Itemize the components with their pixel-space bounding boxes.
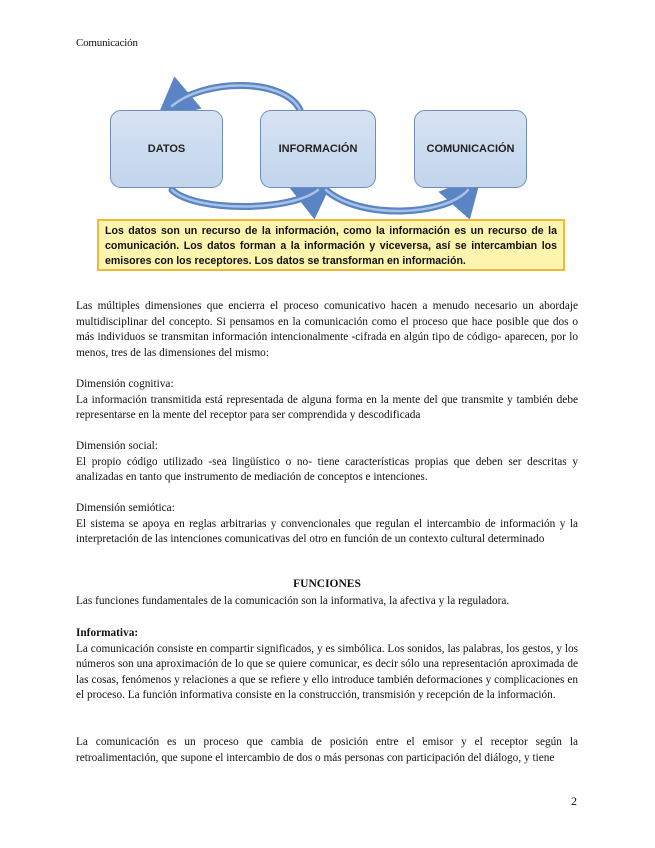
dimension-semiotica bbox=[76, 501, 578, 548]
dimension-heading: Dimensión semiótica: bbox=[76, 502, 175, 514]
dimension-text: La información transmitida está representada de alguna forma en la mente del que transmite y también debe representarse en la mente del receptor para ser comprendida y descodificada bbox=[76, 393, 578, 422]
funciones-intro bbox=[76, 594, 578, 610]
comunicacion-box: COMUNICACIÓN bbox=[414, 110, 527, 188]
funciones-intro-text: Las funciones fundamentales de la comunicación son la informativa, la afectiva y la reguladora. bbox=[76, 595, 510, 607]
informativa-text: La comunicación consiste en compartir significados, y es simbólica. Los sonidos, las palabras, los gestos, y los números son una aproximación de lo que se quiere comunicar, es decir sólo una representación aproximada de las cosas, fenómenos y relaciones a que se refiere y ello introduce también deformaciones y complicaciones en el proceso. La función informativa consiste en la construcción, transmisión y recepción de la información. bbox=[76, 642, 578, 702]
datos-box: DATOS bbox=[110, 110, 223, 188]
informacion-box: INFORMACIÓN bbox=[260, 110, 376, 188]
informativa-heading: Informativa: bbox=[76, 627, 139, 639]
arrow-info-to-datos bbox=[172, 85, 300, 110]
informativa-section bbox=[76, 626, 578, 704]
dimension-social bbox=[76, 439, 578, 486]
dimension-text: El propio código utilizado -sea lingüístico o no- tiene características propias que deben ser descritas y analizadas en tanto que instrumento de mediación de conceptos e intenciones. bbox=[76, 455, 578, 484]
dimension-text: El sistema se apoya en reglas arbitrarias y convencionales que regulan el intercambio de información y la interpretación de las intenciones comunicativas del otro en función de un contexto cultural determinado bbox=[76, 517, 578, 546]
last-paragraph-text: La comunicación es un proceso que cambia de posición entre el emisor y el receptor según la retroalimentación, que supone el intercambio de dos o más personas con participación del diálogo, y tiene bbox=[76, 736, 578, 764]
page-number: 2 bbox=[571, 794, 577, 808]
section-title: FUNCIONES bbox=[293, 578, 361, 590]
dimension-cognitiva bbox=[76, 377, 578, 424]
callout-box: Los datos son un recurso de la información, como la información es un recurso de la comunicación. Los datos forman a la información y viceversa, así se intercambian los emisores con los receptores. Los datos se transforman en información. bbox=[97, 219, 565, 271]
last-paragraph bbox=[76, 735, 578, 766]
dimension-heading: Dimensión social: bbox=[76, 440, 158, 452]
intro-text: Las múltiples dimensiones que encierra el proceso comunicativo hacen a menudo necesario un abordaje multidisciplinar del concepto. Si pensamos en la comunicación como el proceso que hace posible que dos o más individuos se transmitan información intencionalmente -cifrada en algún tipo de código- aparecen, por lo menos, tres de las dimensiones del mismo: bbox=[76, 300, 578, 359]
page-header: Comunicación bbox=[76, 37, 138, 49]
intro-paragraph bbox=[76, 299, 578, 361]
arrow-info-to-comunicacion bbox=[326, 190, 468, 211]
dimension-heading: Dimensión cognitiva: bbox=[76, 378, 174, 390]
arrow-datos-to-info bbox=[172, 190, 318, 207]
